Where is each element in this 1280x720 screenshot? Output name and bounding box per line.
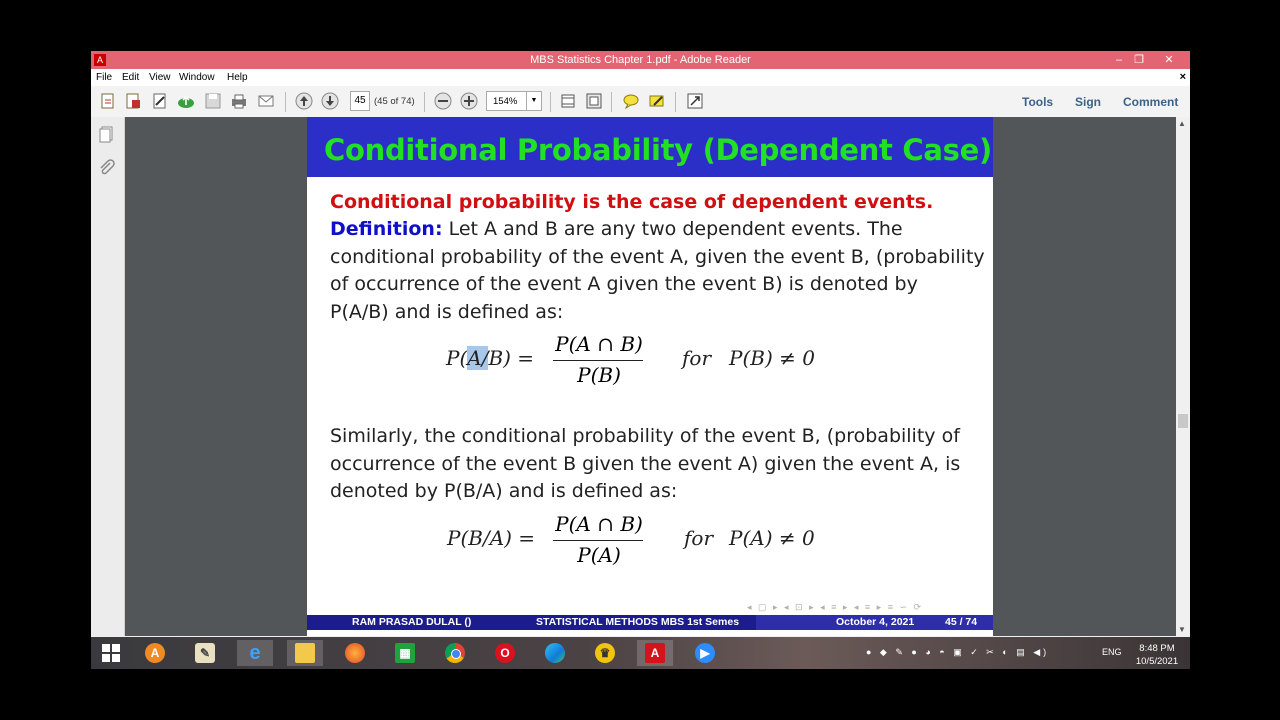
email-icon[interactable] [257,92,275,110]
taskbar-chrome[interactable] [437,640,473,666]
formula-2-numerator: P(A ∩ B) [555,512,643,536]
zoom-in-icon[interactable] [460,92,478,110]
formula-2-denominator: P(A) [577,543,621,567]
scroll-thumb[interactable] [1178,414,1188,428]
title-bar [91,51,1190,69]
footer-author: RAM PRASAD DULAL () [352,616,472,628]
formula-1-numerator: P(A ∩ B) [555,332,643,356]
taskbar-app-security[interactable] [587,640,623,666]
opera-icon: O [495,643,515,663]
toolbar-divider [424,92,425,112]
toolbar-divider [550,92,551,112]
close-document-icon[interactable]: × [1179,71,1186,83]
zoom-app-icon: ▶ [695,643,715,663]
clock-date: 10/5/2021 [1135,656,1179,667]
beamer-navigation-icons[interactable]: ◂ ▢ ▸ ◂ ⊡ ▸ ◂ ≡ ▸ ◂ ≡ ▸ ≡ ∽ ⟳ [747,602,924,612]
footer-right-block [756,615,993,630]
zoom-select[interactable] [486,91,542,111]
footer-course: STATISTICAL METHODS MBS 1st Semes [536,616,740,628]
taskbar-opera[interactable] [487,640,523,666]
folder-icon [295,643,315,663]
taskbar-app-notes[interactable] [187,640,223,666]
definition-line-4: P(A/B) and is defined as: [330,301,564,323]
toolbar [91,86,1190,118]
footer-date: October 4, 2021 [836,616,915,628]
definition-label: Definition: [330,218,443,240]
menu-bar [91,69,1190,86]
menu-help[interactable]: Help [227,72,248,83]
definition-text-1: Let A and B are any two dependent events. The [448,218,903,240]
intro-text: Conditional probability is the case of dependent events. [330,191,934,213]
edit-pdf-icon[interactable] [124,92,142,110]
intro-line [330,189,980,217]
formula-1-lhs-post: B) = [488,346,535,370]
formula-1-condition: P(B) ≠ 0 [729,346,815,370]
full-screen-icon[interactable] [585,92,603,110]
zoom-out-icon[interactable] [434,92,452,110]
chrome-icon [445,643,465,663]
clock-time: 8:48 PM [1139,643,1175,654]
tools-pane-button[interactable]: Tools [1022,95,1054,109]
slide-title-bar [307,117,993,177]
definition-line-2: conditional probability of the event A, given the event B, (probability [330,246,985,268]
slide-title: Conditional Probability (Dependent Case) [324,133,992,167]
highlight-icon[interactable] [648,92,666,110]
start-button[interactable] [93,640,129,666]
formula-2-fraction-line [553,540,643,541]
previous-page-icon[interactable] [295,92,313,110]
formula-1-for: for [682,346,712,370]
footer-page: 45 / 74 [945,616,978,628]
formula-1-lhs [446,346,534,370]
formula-1-denominator: P(B) [577,363,621,387]
restore-button[interactable]: ❐ [1134,54,1144,66]
formula-1-fraction-line [553,360,643,361]
zoom-value: 154% [493,96,518,107]
page-count-label: (45 of 74) [374,96,415,107]
adobe-reader-icon: A [645,643,665,663]
adobe-logo-icon: A [94,54,106,66]
print-icon[interactable] [230,92,248,110]
formula-1-lhs-pre: P( [446,346,468,370]
edge-icon [545,643,565,663]
toolbar-divider [611,92,612,112]
sign-doc-icon[interactable] [151,92,169,110]
taskbar-edge[interactable] [537,640,573,666]
fit-page-icon[interactable] [559,92,577,110]
windows-logo-icon [102,644,120,662]
save-icon[interactable] [204,92,222,110]
similarly-line-1: Similarly, the conditional probability of the event B, (probability of [330,425,960,447]
security-app-icon: ♛ [595,643,615,663]
expand-icon[interactable] [686,92,704,110]
system-tray-icons[interactable]: ● ◆ ✎ ● ◕ ◓ ▣ ✓ ✂ ◐ ▤ ◀) [866,647,1050,657]
taskbar-edge-legacy[interactable] [237,640,273,666]
taskbar-zoom[interactable] [687,640,723,666]
taskbar-firefox[interactable] [337,640,373,666]
page-number-input[interactable]: 45 [350,91,370,111]
adobe-reader-window [91,51,1190,669]
chevron-down-icon[interactable]: ▼ [526,92,541,110]
taskbar-store[interactable] [387,640,423,666]
formula-1-highlight: A/ [467,346,489,370]
slide-footer [307,615,993,630]
similarly-line-2: occurrence of the event B given the event A) given the event A, is [330,453,961,475]
menu-edit[interactable]: Edit [122,72,140,83]
firefox-icon [345,643,365,663]
internet-explorer-icon: e [249,642,261,664]
comment-pane-button[interactable]: Comment [1123,95,1179,109]
cloud-upload-icon[interactable] [177,92,195,110]
menu-view[interactable]: View [149,72,171,83]
menu-file[interactable]: File [96,72,113,83]
language-indicator[interactable]: ENG [1102,647,1122,657]
taskbar-file-explorer[interactable] [287,640,323,666]
pdf-page [307,117,993,636]
next-page-icon[interactable] [321,92,339,110]
scroll-up-icon[interactable]: ▲ [1178,119,1186,128]
store-icon: ▦ [395,643,415,663]
close-button[interactable]: ✕ [1164,54,1174,66]
definition-line-1 [330,216,980,244]
menu-window[interactable]: Window [179,72,215,83]
window-title: MBS Statistics Chapter 1.pdf - Adobe Reader [530,54,751,66]
taskbar-adobe-reader[interactable] [637,640,673,666]
formula-2-lhs: P(B/A) = [447,526,536,550]
similarly-line-3: denoted by P(B/A) and is defined as: [330,480,678,502]
create-pdf-icon[interactable] [99,92,117,110]
system-clock[interactable] [1134,642,1180,668]
minimize-button[interactable]: – [1115,54,1123,66]
navigation-pane [91,117,125,636]
attachments-icon[interactable] [98,159,116,177]
taskbar [91,637,1190,669]
sign-pane-button[interactable]: Sign [1075,95,1101,109]
orange-app-icon: A [145,643,165,663]
document-view[interactable] [125,117,1176,636]
formula-2-for: for [684,526,714,550]
sticky-note-icon[interactable] [622,92,640,110]
taskbar-app-orange[interactable] [137,640,173,666]
toolbar-divider [675,92,676,112]
definition-line-3: of occurrence of the event A given the event B) is denoted by [330,273,918,295]
formula-2-condition: P(A) ≠ 0 [729,526,815,550]
scroll-down-icon[interactable]: ▼ [1178,625,1186,634]
toolbar-divider [285,92,286,112]
vertical-scrollbar[interactable] [1176,117,1190,636]
notes-app-icon: ✎ [195,643,215,663]
page-thumbnails-icon[interactable] [98,125,116,143]
